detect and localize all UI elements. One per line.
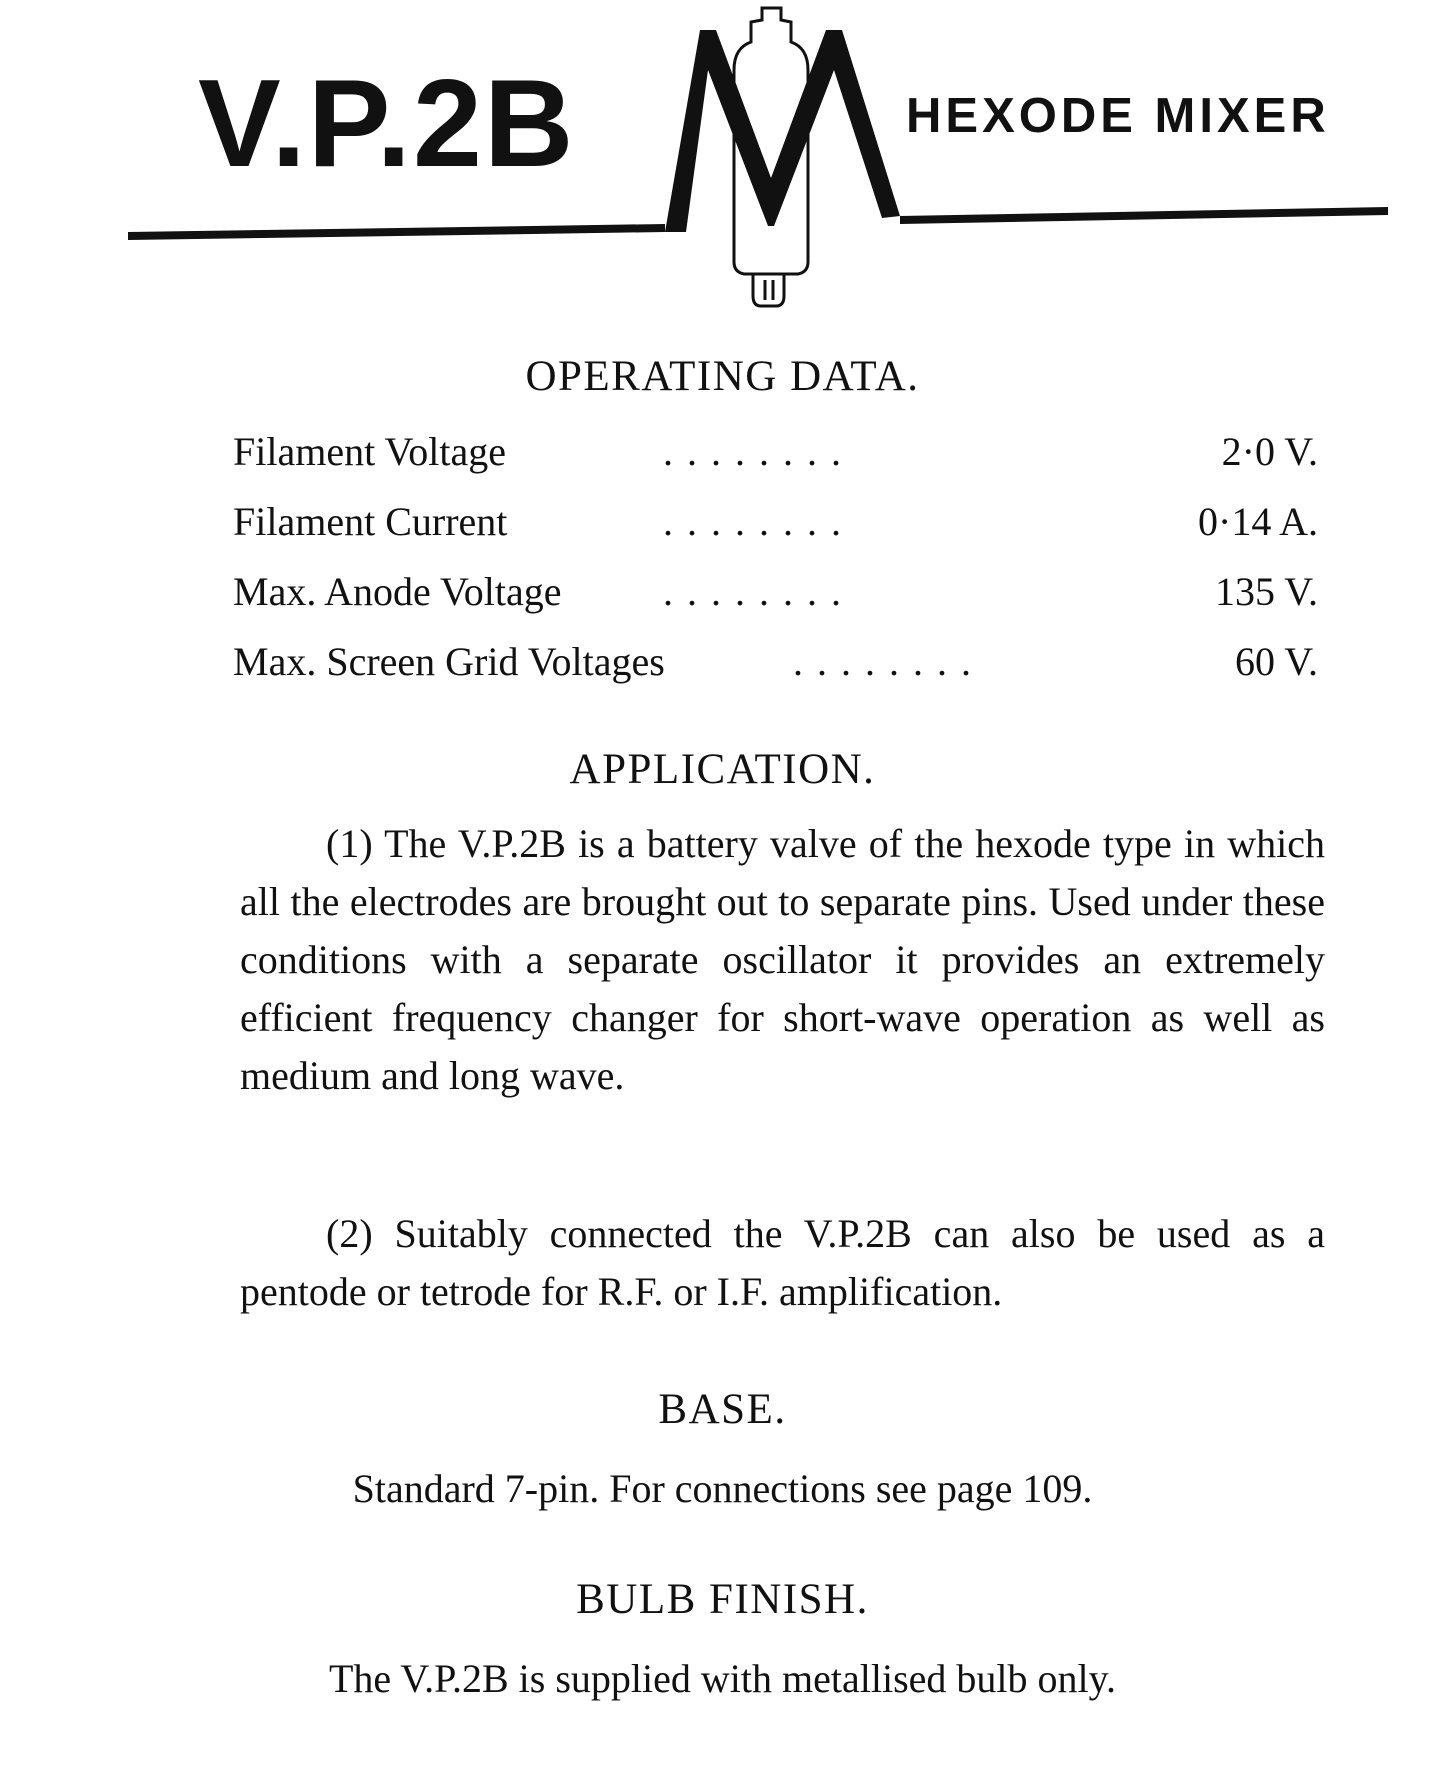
- bulb-finish-text: The V.P.2B is supplied with metallised bulb only.: [328, 1656, 1117, 1701]
- header: [0, 0, 1445, 330]
- bulb-finish-heading: BULB FINISH.: [576, 1576, 869, 1623]
- dot-leader: . . . . . . . .: [663, 499, 843, 544]
- dot-leader: . . . . . . . .: [663, 429, 843, 474]
- spec-label: Filament Current: [233, 499, 508, 544]
- operating-data-table: [233, 428, 1318, 708]
- spec-row-max-anode-voltage: [233, 568, 1318, 638]
- spec-label: Filament Voltage: [233, 429, 506, 474]
- spec-row-filament-voltage: [233, 428, 1318, 498]
- spec-value: 0·14 A.: [1198, 499, 1318, 544]
- valve-type-title: HEXODE MIXER: [906, 89, 1330, 143]
- spec-label: Max. Screen Grid Voltages: [233, 639, 665, 684]
- operating-data-heading: OPERATING DATA.: [525, 353, 920, 400]
- spec-label: Max. Anode Voltage: [233, 569, 562, 614]
- application-heading: APPLICATION.: [569, 746, 876, 793]
- application-paragraph-2: (2) Suitably connected the V.P.2B can also be used as a pentode or tetrode for R.F. or I.F. amplification.: [240, 1211, 1325, 1314]
- spec-value: 135 V.: [1214, 569, 1318, 614]
- spec-value: 60 V.: [1234, 639, 1318, 684]
- spec-value: 2·0 V.: [1221, 429, 1318, 474]
- base-heading: BASE.: [658, 1386, 787, 1433]
- dot-leader: . . . . . . . .: [793, 639, 973, 684]
- model-title: V.P.2B: [198, 55, 576, 193]
- application-paragraph-1: (1) The V.P.2B is a battery valve of the hexode type in which all the electrodes are brought out to separate pins. Used under these conditions with a separate oscillator it provides an extremely efficient frequency changer for short-wave operation as well as medium and long wave.: [240, 821, 1325, 1098]
- dot-leader: . . . . . . . .: [663, 569, 843, 614]
- base-text: Standard 7-pin. For connections see page 109.: [352, 1466, 1093, 1511]
- spec-row-filament-current: [233, 498, 1318, 568]
- spec-row-max-screen-grid-voltages: [233, 638, 1318, 708]
